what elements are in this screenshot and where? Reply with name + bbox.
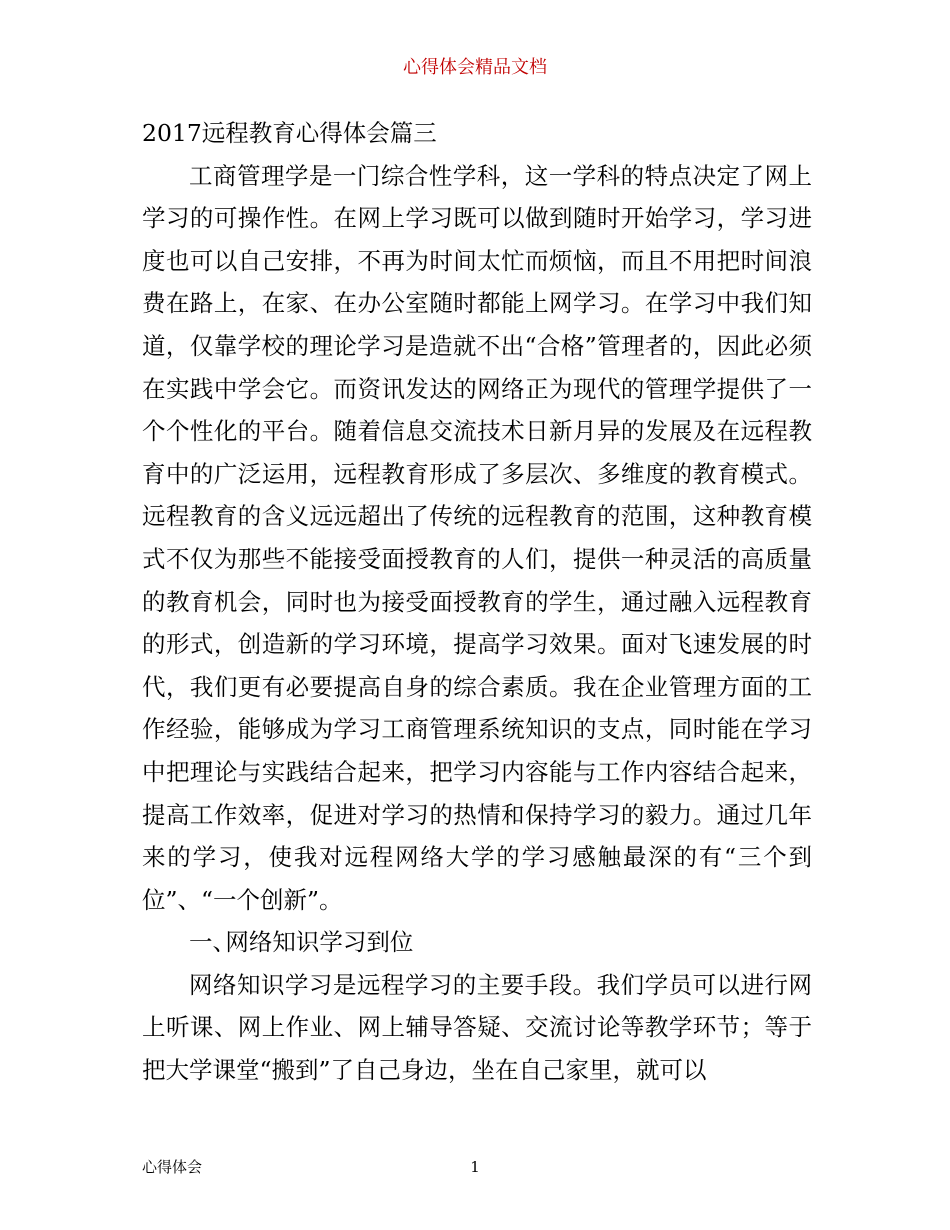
page-header: 心得体会精品文档	[403, 57, 547, 78]
section-paragraph: 网络知识学习是远程学习的主要手段。我们学员可以进行网上听课、网上作业、网上辅导答疑、交流讨论等教学环节；等于把大学课堂“搬到”了自己身边，坐在自己家里，就可以	[142, 970, 812, 1085]
section-number: 一、	[189, 928, 236, 957]
document-title: 2017远程教育心得体会篇三	[142, 119, 437, 147]
footer-label: 心得体会	[142, 1158, 203, 1176]
document-body	[142, 112, 812, 1092]
section-title: 网络知识学习到位	[225, 928, 414, 957]
page-number: 1	[470, 1158, 480, 1176]
body-paragraph: 工商管理学是一门综合性学科，这一学科的特点决定了网上学习的可操作性。在网上学习既可以做到随时开始学习，学习进度也可以自己安排，不再为时间太忙而烦恼，而且不用把时间浪费在路上，在家、在办公室随时都能上网学习。在学习中我们知道，仅靠学校的理论学习是造就不出“合格”管理者的，因此必须在实践中学会它。而资讯发达的网络正为现代的管理学提供了一个个性化的平台。随着信息交流技术日新月异的发展及在远程教育中的广泛运用，远程教育形成了多层次、多维度的教育模式。远程教育的含义远远超出了传统的远程教育的范围，这种教育模式不仅为那些不能接受面授教育的人们，提供一种灵活的高质量的教育机会，同时也为接受面授教育的学生，通过融入远程教育的形式，创造新的学习环境，提高学习效果。面对飞速发展的时代，我们更有必要提高自身的综合素质。我在企业管理方面的工作经验，能够成为学习工商管理系统知识的支点，同时能在学习中把理论与实践结合起来，把学习内容能与工作内容结合起来，提高工作效率，促进对学习的热情和保持学习的毅力。通过几年来的学习，使我对远程网络大学的学习感触最深的有“三个到位”、“一个创新”。	[142, 161, 812, 914]
section-heading	[142, 921, 812, 964]
